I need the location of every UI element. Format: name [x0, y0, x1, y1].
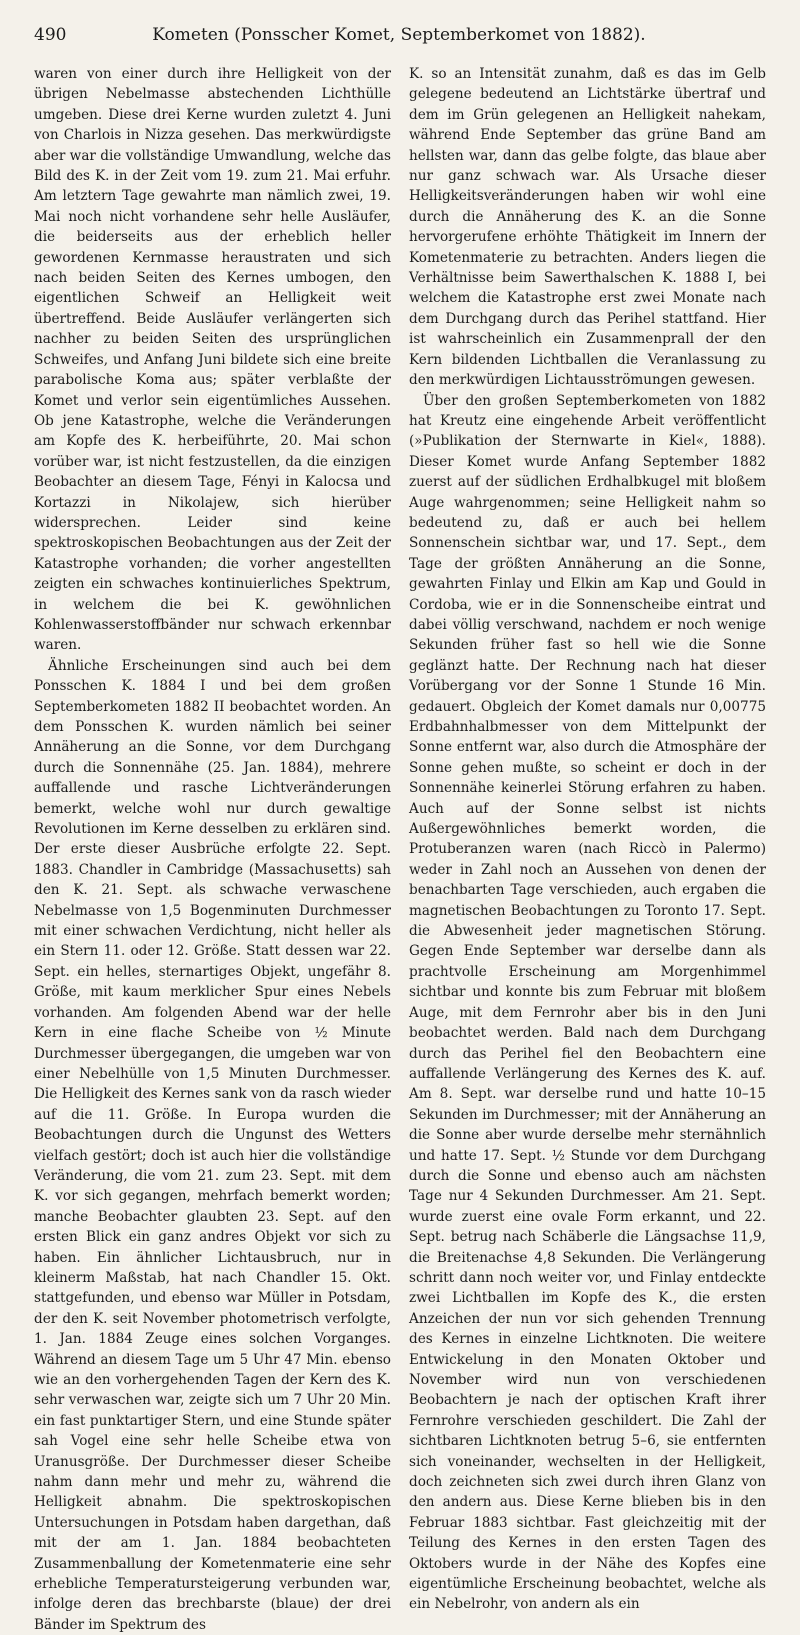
paragraph: Über den großen Septemberkometen von 1882 hat Kreutz eine eingehende Arbeit veröffentlicht (»Publikation der Sternwarte in Kiel«, 1888). Dieser Komet wurde Anfang September 1882 zuerst auf der südlichen Erdhalbkugel mit bloßem Auge wahrgenommen; seine Helligkeit nahm so bedeutend zu, daß er auch bei hellem Sonnenschein sichtbar war, und 17. Sept., dem Tage der größten Annäherung an die Sonne, gewahrten Finlay und Elkin am Kap und Gould in Cordoba, wie er in die Sonnenscheibe eintrat und dabei völlig verschwand, nachdem er noch wenige Sekunden früher fast so hell wie die Sonne geglänzt hatte. Der Rechnung nach hat dieser Vorübergang vor der Sonne 1 Stunde 16 Min. gedauert. Obgleich der Komet damals nur 0,00775 Erdbahnhalbmesser von dem Mittelpunkt der Sonne entfernt war, also durch die Atmosphäre der Sonne gehen mußte, so scheint er doch in der Sonnennähe keinerlei Störung erfahren zu haben. Auch auf der Sonne selbst ist nichts Außergewöhnliches bemerkt worden, die Protuberanzen waren (nach Riccò in Palermo) weder in Zahl noch an Aussehen von denen der benachbarten Tage verschieden, auch ergaben die magnetischen Beobachtungen zu Toronto 17. Sept. die Abwesenheit jeder magnetischen Störung. Gegen Ende September war derselbe dann als prachtvolle Erscheinung am Morgenhimmel sichtbar und konnte bis zum Februar mit bloßem Auge, mit dem Fernrohr aber bis in den Juni beobachtet werden. Bald nach dem Durchgang durch das Perihel fiel den Beobachtern eine auffallende Verlängerung des Kernes des K. auf. Am 8. Sept. war derselbe rund und hatte 10–15 Sekunden im Durchmesser; mit der Annäherung an die Sonne aber wurde derselbe mehr sternähnlich und hatte 17. Sept. ½ Stunde vor dem Durchgang durch die Sonne und ebenso auch am nächsten Tage nur 4 Sekunden Durchmesser. Am 21. Sept. wurde zuerst eine ovale Form erkannt, und 22. Sept. betrug nach Schäberle die Längsachse 11,9, die Breitenachse 4,8 Sekunden. Die Verlängerung schritt dann noch weiter vor, und Finlay entdeckte zwei Lichtballen im Kopfe des K., die ersten Anzeichen der nun vor sich gehenden Trennung des Kernes in einzelne Lichtknoten. Die weitere Entwickelung in den Monaten Oktober und November wird nun von verschiedenen Beobachtern je nach der optischen Kraft ihrer Fernrohre verschieden geschildert. Die Zahl der sichtbaren Lichtknoten betrug 5–6, sie entfernten sich voneinander, wechselten in der Helligkeit, doch zeichneten sich zwei durch ihren Glanz von den andern aus. Diese Kerne blieben bis in den Februar 1883 sichtbar. Fast gleichzeitig mit der Teilung des Kernes in den ersten Tagen des Oktobers wurde in der Nähe des Kopfes eine eigentümliche Erscheinung beobachtet, welche als ein Nebelrohr, von andern als ein: [409, 392, 766, 1613]
paragraph: K. so an Intensität zunahm, daß es das im Gelb gelegene bedeutend an Lichtstärke übertraf und dem im Grün gelegenen an Helligkeit nahekam, während Ende September das grüne Band am hellsten war, dann das gelbe folgte, das blaue aber nur ganz schwach war. Als Ursache dieser Helligkeitsveränderungen haben wir wohl eine durch die Annäherung des K. an die Sonne hervorgerufene erhöhte Thätigkeit im Innern der Kometenmaterie zu betrachten. Anders liegen die Verhältnisse beim Sawerthalschen K. 1888 I, bei welchem die Katastrophe erst zwei Monate nach dem Durchgang durch das Perihel stattfand. Hier ist wahrscheinlich ein Zusammenprall der den Kern bildenden Lichtballen die Veranlassung zu den merkwürdigen Lichtausströmungen gewesen.: [409, 66, 766, 389]
right-column: [409, 64, 766, 1613]
page-number: 490: [34, 25, 67, 45]
paragraph: waren von einer durch ihre Helligkeit von der übrigen Nebelmasse abstechenden Lichthülle umgeben. Diese drei Kerne wurden zuletzt 4. Juni von Charlois in Nizza gesehen. Das merkwürdigste aber war die vollständige Umwandlung, welche das Bild des K. in der Zeit vom 19. zum 21. Mai erfuhr. Am letztern Tage gewahrte man nämlich zwei, 19. Mai noch nicht vorhandene sehr helle Ausläufer, die beiderseits aus der erheblich heller gewordenen Kernmasse heraustraten und sich nach beiden Seiten des Kernes umbogen, den eigentlichen Schweif an Helligkeit weit übertreffend. Beide Ausläufer verlängerten sich nachher zu beiden Seiten des ursprünglichen Schweifes, und Anfang Juni bildete sich eine breite parabolische Koma aus; später verblaßte der Komet und verlor sein eigentümliches Aussehen. Ob jene Katastrophe, welche die Veränderungen am Kopfe des K. herbeiführte, 20. Mai schon vorüber war, ist nicht festzustellen, da die einzigen Beobachter an diesem Tage, Fényi in Kalocsa und Kortazzi in Nikolajew, sich hierüber widersprechen. Leider sind keine spektroskopischen Beobachtungen aus der Zeit der Katastrophe vorhanden; die vorher angestellten zeigten ein schwaches kontinuierliches Spektrum, in welchem die bei K. gewöhnlichen Kohlenwasserstoffbänder nur schwach erkennbar waren.: [34, 66, 391, 654]
left-column: [34, 64, 391, 1633]
running-title: Kometen (Ponsscher Komet, Septemberkomet von 1882).: [152, 25, 646, 45]
paragraph: Ähnliche Erscheinungen sind auch bei dem Ponsschen K. 1884 I und bei dem großen Septemberkometen 1882 II beobachtet worden. An dem Ponsschen K. wurden nämlich bei seiner Annäherung an die Sonne, vor dem Durchgang durch die Sonnennähe (25. Jan. 1884), mehrere auffallende und rasche Lichtveränderungen bemerkt, welche wohl nur durch gewaltige Revolutionen im Kerne desselben zu erklären sind. Der erste dieser Ausbrüche erfolgte 22. Sept. 1883. Chandler in Cambridge (Massachusetts) sah den K. 21. Sept. als schwache verwaschene Nebelmasse von 1,5 Bogenminuten Durchmesser mit einer schwachen Verdichtung, nicht heller als ein Stern 11. oder 12. Größe. Statt dessen war 22. Sept. ein helles, sternartiges Objekt, ungefähr 8. Größe, mit kaum merklicher Spur eines Nebels vorhanden. Am folgenden Abend war der helle Kern in eine flache Scheibe von ½ Minute Durchmesser übergegangen, die umgeben war von einer Nebelhülle von 1,5 Minuten Durchmesser. Die Helligkeit des Kernes sank von da rasch wieder auf die 11. Größe. In Europa wurden die Beobachtungen durch die Ungunst des Wetters vielfach gestört; doch ist auch hier die vollständige Veränderung, die vom 21. zum 23. Sept. mit dem K. vor sich gegangen, mehrfach bemerkt worden; manche Beobachter glaubten 23. Sept. auf den ersten Blick ein ganz andres Objekt vor sich zu haben. Ein ähnlicher Lichtausbruch, nur in kleinerm Maßstab, hat nach Chandler 15. Okt. stattgefunden, und ebenso war Müller in Potsdam, der den K. seit November photometrisch verfolgte, 1. Jan. 1884 Zeuge eines solchen Vorganges. Während an diesem Tage um 5 Uhr 47 Min. ebenso wie an den vorhergehenden Tagen der Kern des K. sehr verwaschen war, zeigte sich um 7 Uhr 20 Min. ein fast punktartiger Stern, und eine Stunde später sah Vogel eine sehr helle Scheibe etwa von Uranusgröße. Der Durchmesser dieser Scheibe nahm dann mehr und mehr zu, während die Helligkeit abnahm. Die spektroskopischen Untersuchungen in Potsdam haben dargethan, daß mit der am 1. Jan. 1884 beobachteten Zusammenballung der Kometenmaterie eine sehr erhebliche Temperatursteigerung verbunden war, infolge deren das brechbarste (blaue) der drei Bänder im Spektrum des: [34, 657, 391, 1633]
page-header: [34, 22, 764, 48]
